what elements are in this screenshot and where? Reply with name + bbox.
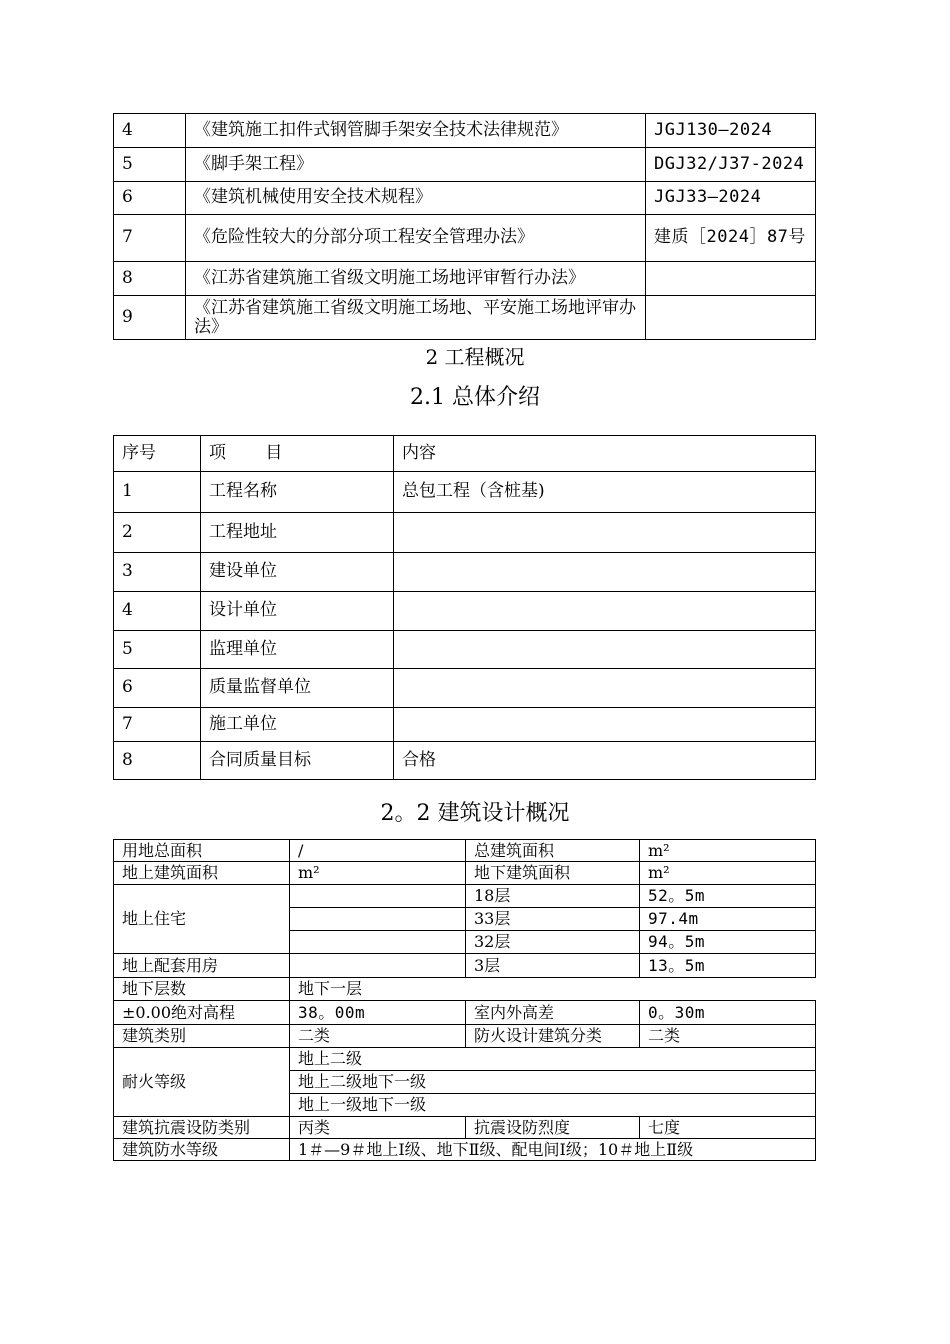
- value-cell: 二类: [290, 1025, 466, 1048]
- row-item: 质量监督单位: [201, 669, 394, 708]
- row-content: 总包工程（含桩基): [394, 472, 816, 513]
- label-cell: 建筑防水等级: [114, 1139, 290, 1161]
- value-cell: [290, 954, 466, 978]
- subsection-heading: 2.1 总体介绍: [410, 385, 540, 410]
- reg-name: 《江苏省建筑施工省级文明施工场地、平安施工场地评审办法》: [186, 296, 646, 340]
- value-cell: 地上二级地下一级: [290, 1071, 816, 1094]
- row-no: 1: [114, 472, 201, 513]
- table-row: [114, 148, 816, 182]
- row-item: 施工单位: [201, 708, 394, 742]
- row-content: [394, 631, 816, 669]
- header-cell: 序号: [114, 436, 201, 472]
- table-header-row: [114, 436, 816, 472]
- value-cell: [290, 931, 466, 954]
- row-no: 7: [114, 708, 201, 742]
- subsection-heading: 2。2 建筑设计概况: [380, 801, 570, 826]
- table-row: [114, 885, 816, 908]
- row-item: 设计单位: [201, 592, 394, 631]
- table-row: [114, 592, 816, 631]
- reg-code: JGJ33—2024: [646, 182, 816, 215]
- table-row: [114, 1025, 816, 1048]
- row-no: 5: [114, 631, 201, 669]
- reg-name: 《建筑机械使用安全技术规程》: [186, 182, 646, 215]
- table-row: [114, 296, 816, 340]
- label-cell: 地上建筑面积: [114, 862, 290, 885]
- reg-no: 7: [114, 215, 186, 262]
- reg-no: 8: [114, 262, 186, 296]
- header-cell: 内容: [394, 436, 816, 472]
- value-cell: 94。5m: [640, 931, 816, 954]
- row-no: 3: [114, 553, 201, 592]
- table-row: [114, 472, 816, 513]
- reg-no: 5: [114, 148, 186, 182]
- row-no: 2: [114, 513, 201, 553]
- label-cell: 地上配套用房: [114, 954, 290, 978]
- reg-no: 4: [114, 114, 186, 148]
- table-row: [114, 1139, 816, 1161]
- table-row: [114, 669, 816, 708]
- value-cell: m²: [640, 840, 816, 862]
- label-cell: 总建筑面积: [466, 840, 640, 862]
- value-cell: 18层: [466, 885, 640, 908]
- value-cell: 地上一级地下一级: [290, 1094, 816, 1117]
- label-cell: 耐火等级: [114, 1048, 290, 1117]
- value-cell: 52。5m: [640, 885, 816, 908]
- row-item: 监理单位: [201, 631, 394, 669]
- table-row: [114, 1001, 816, 1025]
- table-row: [114, 862, 816, 885]
- value-cell: 0。30m: [640, 1001, 816, 1025]
- table-row: [114, 262, 816, 296]
- reg-code: [646, 296, 816, 340]
- table-row: [114, 978, 816, 1001]
- value-cell: 33层: [466, 908, 640, 931]
- reg-name: 《建筑施工扣件式钢管脚手架安全技术法律规范》: [186, 114, 646, 148]
- value-cell: 13。5m: [640, 954, 816, 978]
- reg-name: 《脚手架工程》: [186, 148, 646, 182]
- row-content: [394, 553, 816, 592]
- table-row: [114, 840, 816, 862]
- table-row: [114, 631, 816, 669]
- row-item: 工程名称: [201, 472, 394, 513]
- reg-code: [646, 262, 816, 296]
- reg-code: DGJ32/J37-2024: [646, 148, 816, 182]
- label-cell: 抗震设防烈度: [466, 1117, 640, 1139]
- label-cell: 建筑类别: [114, 1025, 290, 1048]
- row-no: 4: [114, 592, 201, 631]
- reg-no: 6: [114, 182, 186, 215]
- reg-no: 9: [114, 296, 186, 340]
- label-cell: ±0.00绝对高程: [114, 1001, 290, 1025]
- row-no: 6: [114, 669, 201, 708]
- table-row: [114, 114, 816, 148]
- table-row: [114, 513, 816, 553]
- table-row: [114, 1117, 816, 1139]
- table-row: [114, 215, 816, 262]
- table-row: [114, 708, 816, 742]
- row-content: [394, 592, 816, 631]
- value-cell: 七度: [640, 1117, 816, 1139]
- overview-table: [113, 435, 816, 780]
- row-no: 8: [114, 742, 201, 780]
- row-content: [394, 669, 816, 708]
- value-cell: 丙类: [290, 1117, 466, 1139]
- design-table: [113, 839, 816, 1161]
- table-row: [114, 742, 816, 780]
- table-row: [114, 954, 816, 978]
- value-cell: m²: [640, 862, 816, 885]
- value-cell: 97.4m: [640, 908, 816, 931]
- value-cell: 38。00m: [290, 1001, 466, 1025]
- row-item: 工程地址: [201, 513, 394, 553]
- value-cell: 地上二级: [290, 1048, 816, 1071]
- label-cell: 地上住宅: [114, 885, 290, 954]
- reg-code: JGJ130—2024: [646, 114, 816, 148]
- row-content: [394, 708, 816, 742]
- row-item: 建设单位: [201, 553, 394, 592]
- label-cell: 地下建筑面积: [466, 862, 640, 885]
- table-row: [114, 182, 816, 215]
- value-cell: 3层: [466, 954, 640, 978]
- row-content: [394, 513, 816, 553]
- row-item: 合同质量目标: [201, 742, 394, 780]
- section-heading: 2 工程概况: [425, 345, 525, 369]
- label-cell: 用地总面积: [114, 840, 290, 862]
- value-cell: 地下一层: [290, 978, 816, 1001]
- row-content: 合格: [394, 742, 816, 780]
- reg-name: 《危险性较大的分部分项工程安全管理办法》: [186, 215, 646, 262]
- value-cell: [290, 908, 466, 931]
- regulations-table: [113, 113, 816, 340]
- header-cell: 项 目: [201, 436, 394, 472]
- reg-code: 建质［2024］87号: [646, 215, 816, 262]
- label-cell: 地下层数: [114, 978, 290, 1001]
- label-cell: 建筑抗震设防类别: [114, 1117, 290, 1139]
- value-cell: m²: [290, 862, 466, 885]
- value-cell: [290, 885, 466, 908]
- value-cell: 1＃—9＃地上Ⅰ级、地下Ⅱ级、配电间Ⅰ级；10＃地上Ⅱ级: [290, 1139, 816, 1161]
- label-cell: 防火设计建筑分类: [466, 1025, 640, 1048]
- value-cell: 32层: [466, 931, 640, 954]
- reg-name: 《江苏省建筑施工省级文明施工场地评审暂行办法》: [186, 262, 646, 296]
- table-row: [114, 1048, 816, 1071]
- value-cell: /: [290, 840, 466, 862]
- label-cell: 室内外高差: [466, 1001, 640, 1025]
- value-cell: 二类: [640, 1025, 816, 1048]
- table-row: [114, 553, 816, 592]
